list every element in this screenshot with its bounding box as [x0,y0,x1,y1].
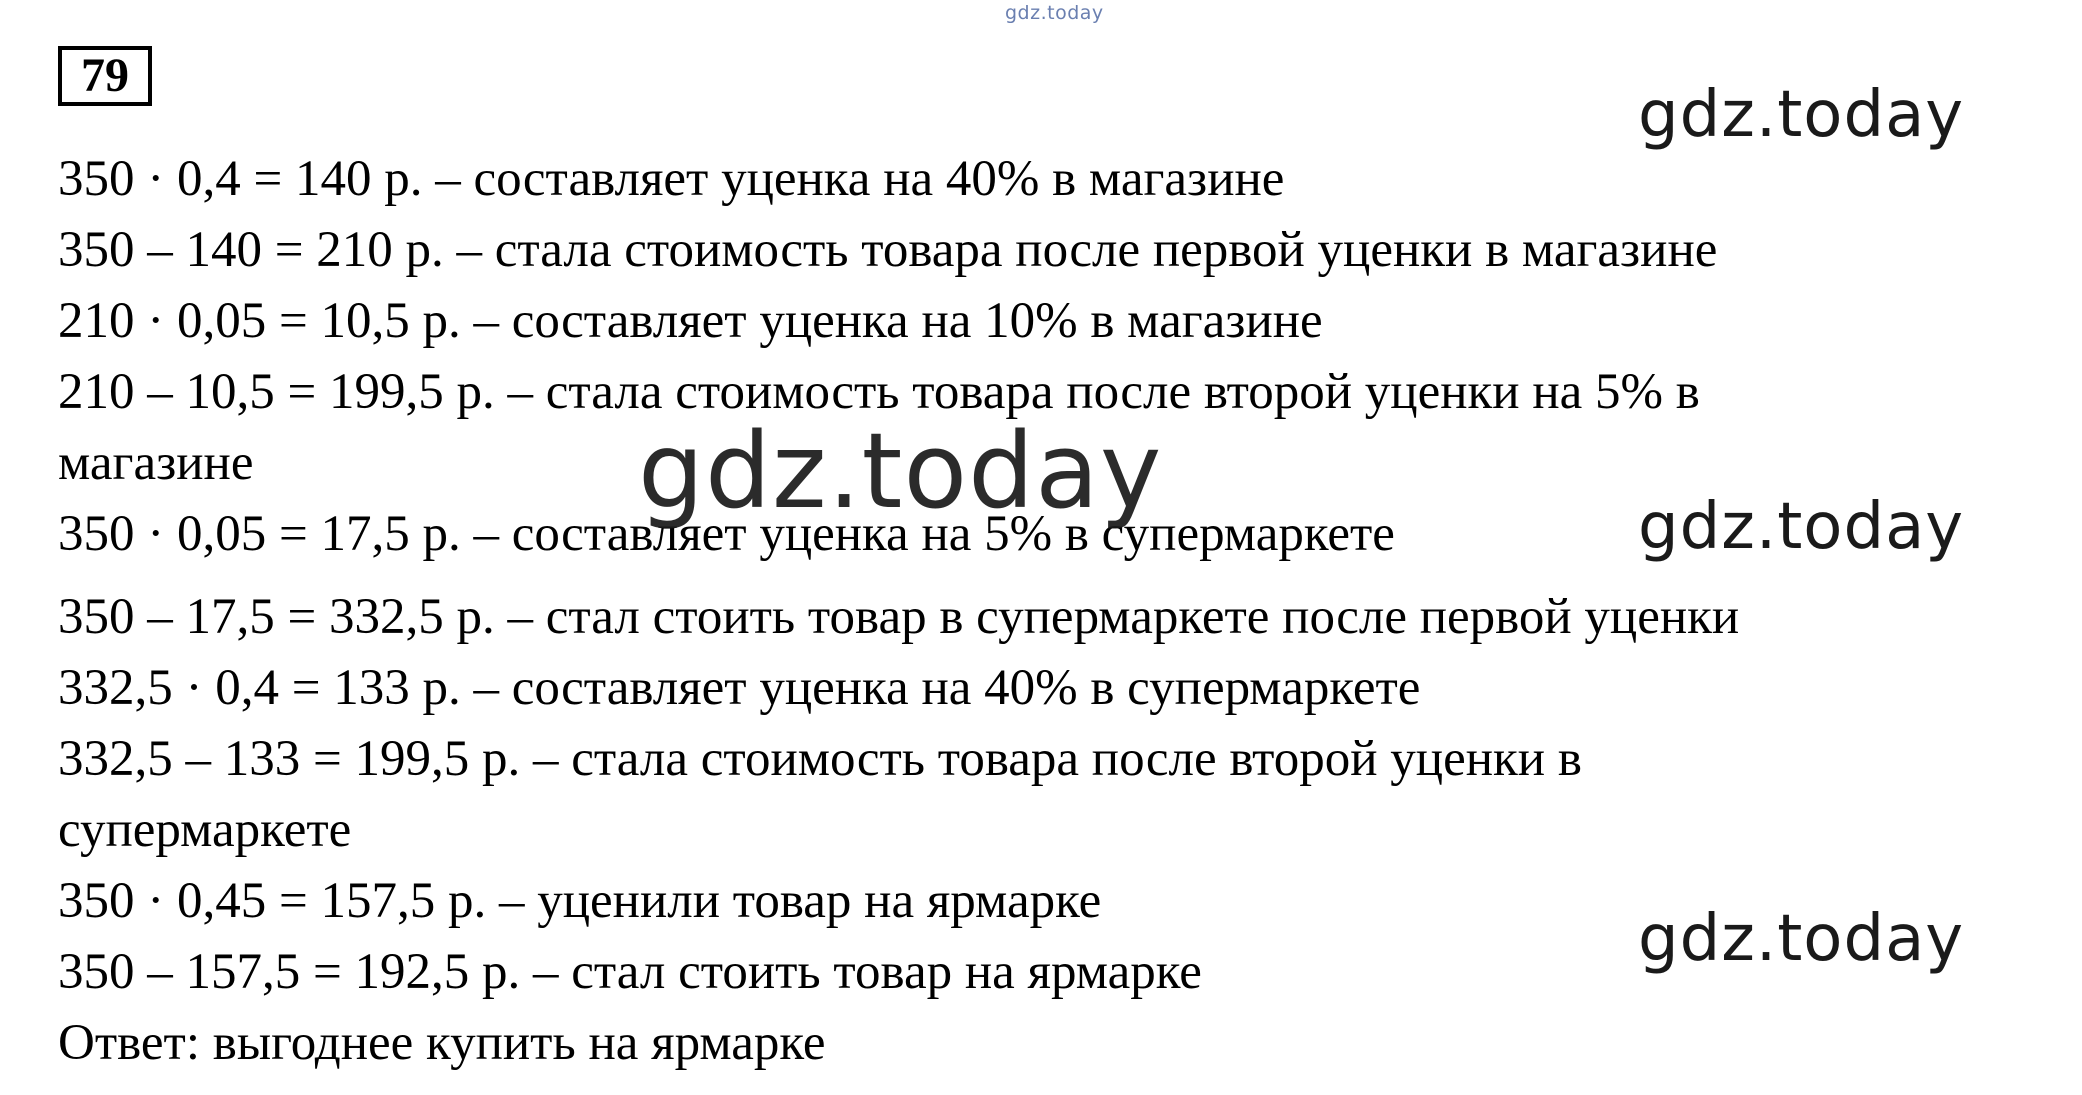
solution-line: 210 · 0,05 = 10,5 р. – составляет уценка на 10% в магазине [58,293,1323,349]
watermark-logo: gdz.today [1638,902,1965,976]
solution-line: 350 – 140 = 210 р. – стала стоимость товара после первой уценки в магазине [58,222,1718,278]
answer-line: Ответ: выгоднее купить на ярмарке [58,1015,826,1071]
solution-line: 350 – 17,5 = 332,5 р. – стал стоить товар в супермаркете после первой уценки [58,589,1740,645]
top-watermark: gdz.today [1005,2,1104,24]
watermark-logo-large: gdz.today [638,410,1163,532]
watermark-logo: gdz.today [1638,490,1965,564]
solution-line: 350 – 157,5 = 192,5 р. – стал стоить товар на ярмарке [58,944,1202,1000]
solution-line: 350 · 0,45 = 157,5 р. – уценили товар на ярмарке [58,873,1102,929]
solution-line: 350 · 0,05 = 17,5 р. – составляет уценка на 5% в супермаркете [58,506,1395,562]
problem-number: 79 [58,46,152,106]
solution-line: 332,5 – 133 = 199,5 р. – стала стоимость товара после второй уценки в [58,731,1582,787]
watermark-logo: gdz.today [1638,78,1965,152]
solution-line: 210 – 10,5 = 199,5 р. – стала стоимость товара после второй уценки на 5% в [58,364,1700,420]
solution-line: 332,5 · 0,4 = 133 р. – составляет уценка на 40% в супермаркете [58,660,1421,716]
solution-line: 350 · 0,4 = 140 р. – составляет уценка на 40% в магазине [58,151,1285,207]
solution-line: супермаркете [58,802,352,858]
solution-line: магазине [58,435,254,491]
